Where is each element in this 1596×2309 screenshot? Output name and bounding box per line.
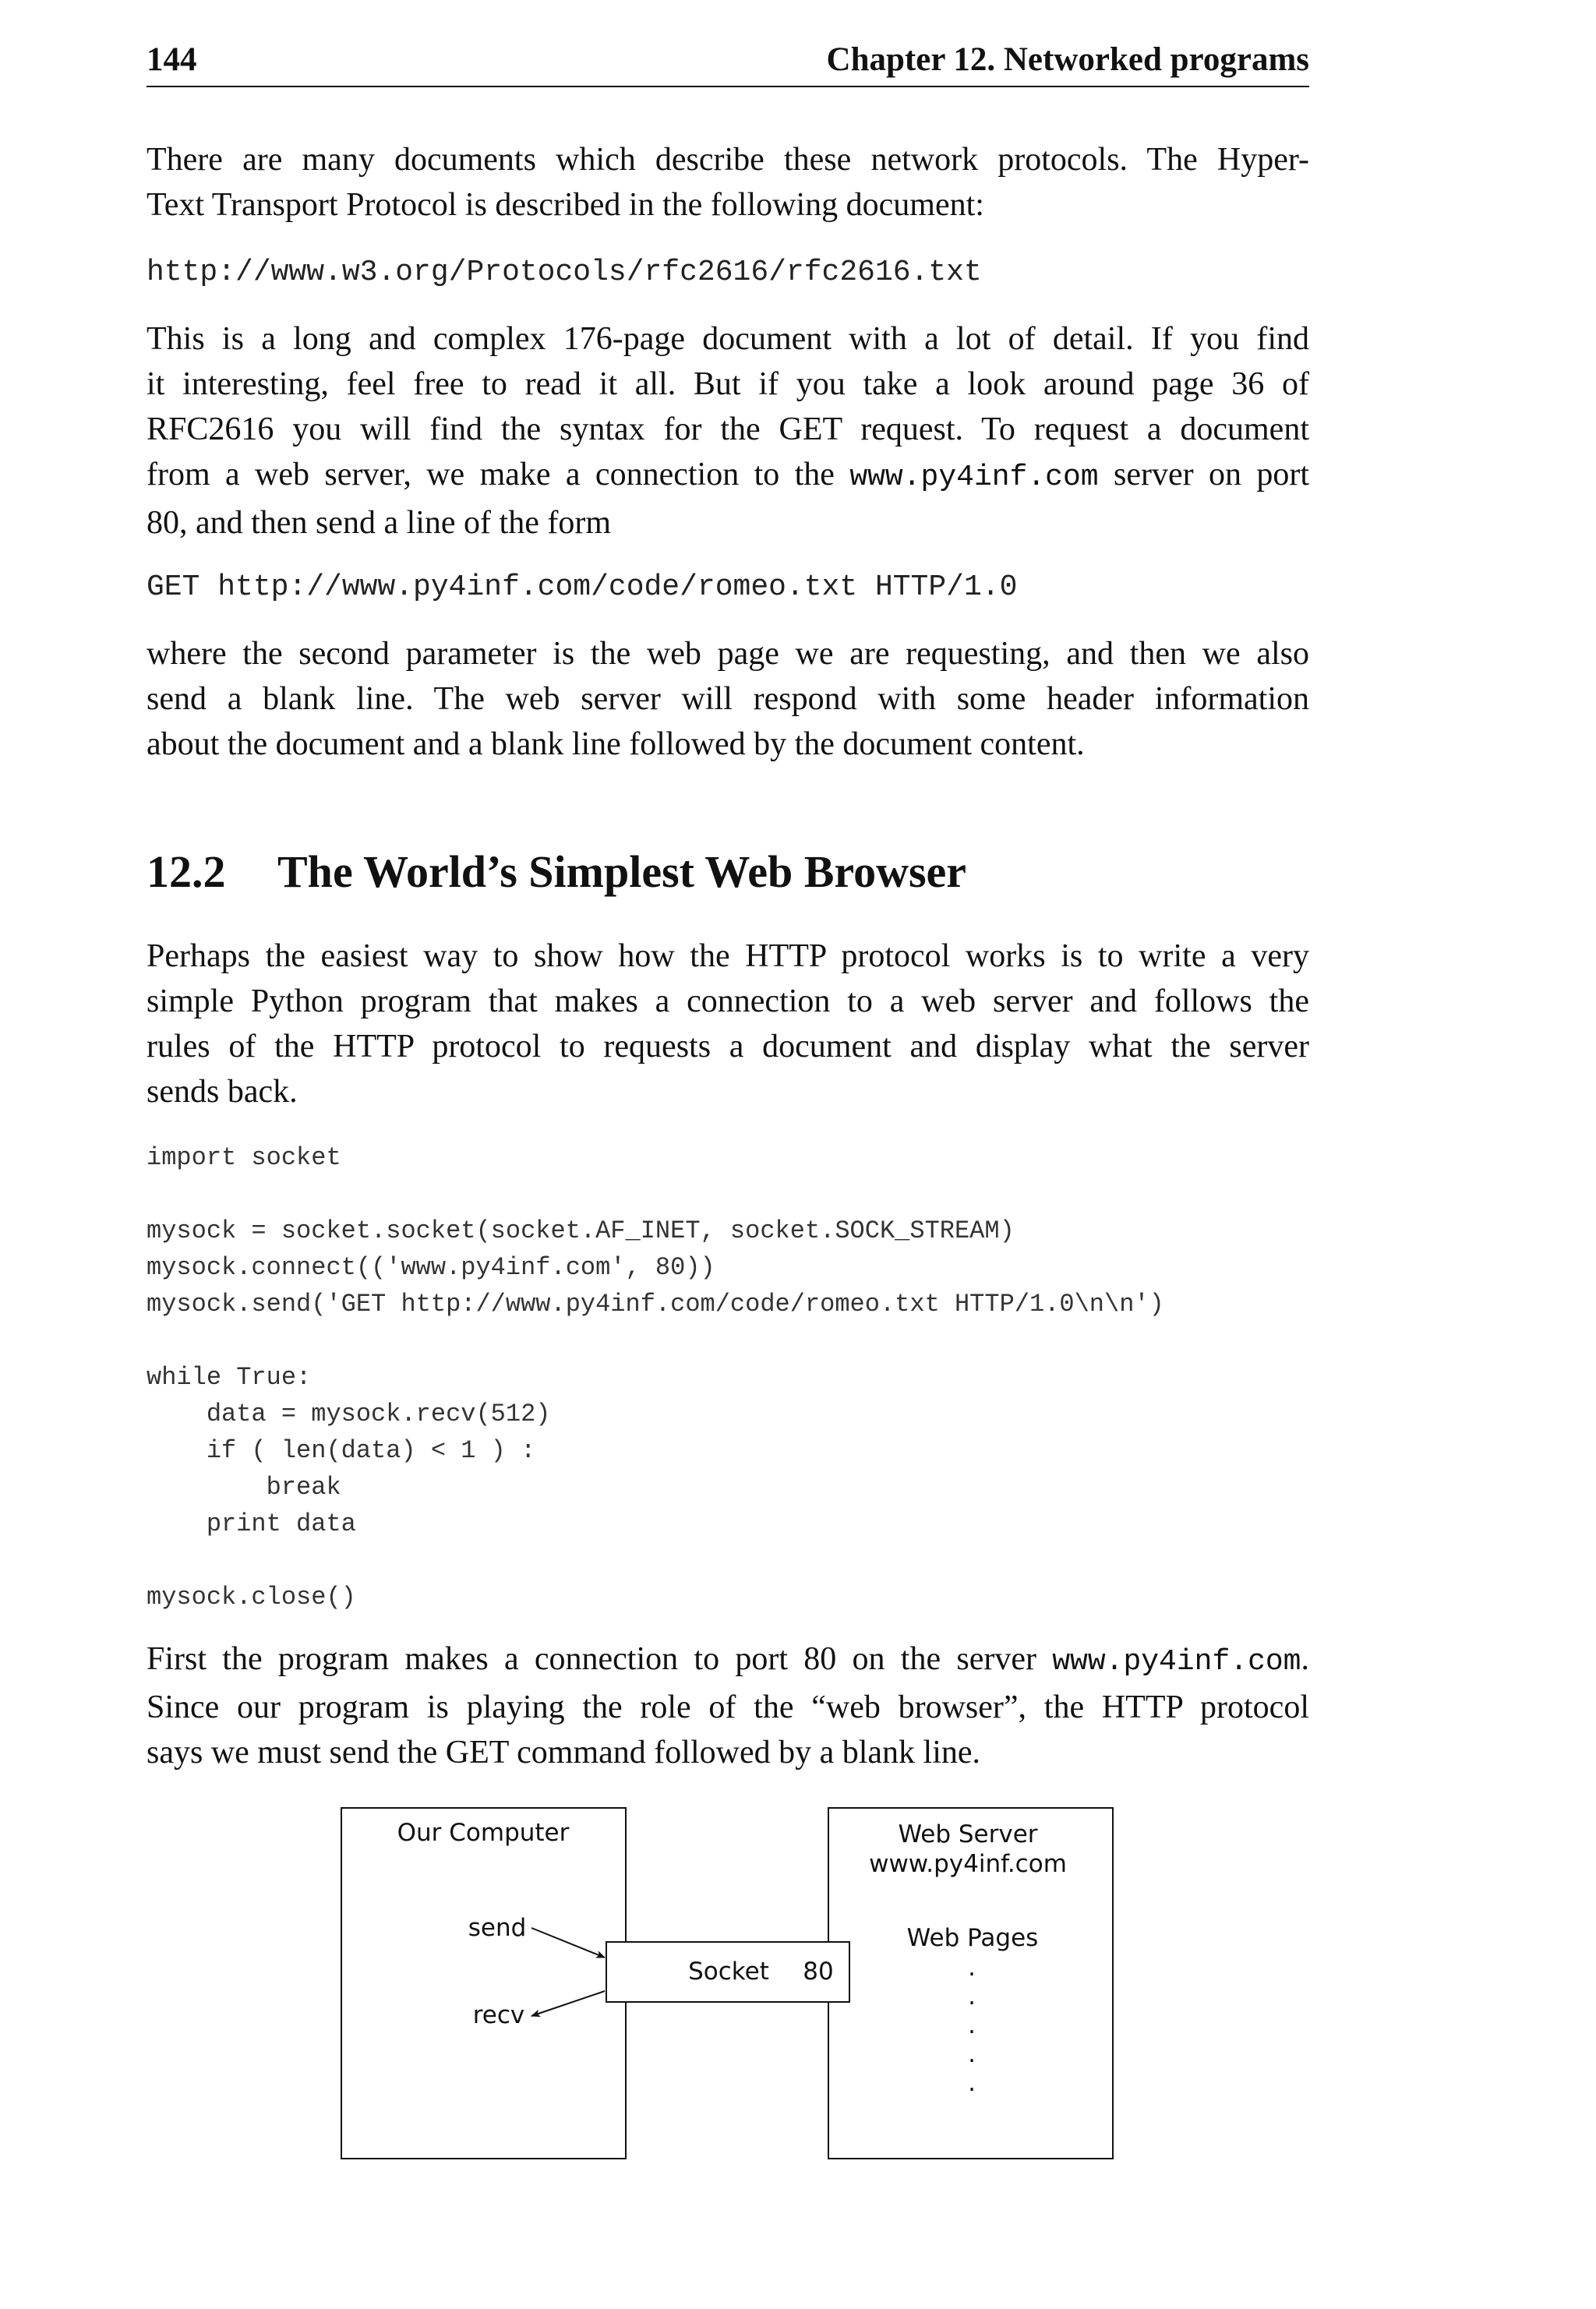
recv-arrow <box>531 1991 605 2016</box>
text-line: There are many documents which describe these network protocols. The Hyper- <box>147 142 1309 178</box>
rfc-url: http://www.w3.org/Protocols/rfc2616/rfc2616.txt <box>147 256 982 289</box>
port-label: 80 <box>803 1958 834 1986</box>
text-line: Text Transport Protocol is described in the following document: <box>147 187 984 223</box>
ellipsis-dot: . <box>968 2069 976 2097</box>
text-line: Since our program is playing the role of the “web browser”, the HTTP protocol <box>147 1689 1309 1725</box>
section-title: The World’s Simplest Web Browser <box>277 846 967 897</box>
ellipsis-dot: . <box>968 2040 976 2068</box>
text-line: send a blank line. The web server will respond with some header information <box>147 681 1309 717</box>
send-arrow <box>531 1928 605 1958</box>
text-line: RFC2616 you will find the syntax for the GET request. To request a document <box>147 411 1309 447</box>
code-line: mysock = socket.socket(socket.AF_INET, socket.SOCK_STREAM) <box>147 1216 1015 1245</box>
code-line: break <box>147 1473 341 1502</box>
text-line: where the second parameter is the web page we are requesting, and then we also <box>147 636 1309 672</box>
code-line: mysock.send('GET http://www.py4inf.com/code/romeo.txt HTTP/1.0\n\n') <box>147 1290 1164 1319</box>
code-line: data = mysock.recv(512) <box>147 1400 551 1428</box>
get-request-line: GET http://www.py4inf.com/code/romeo.txt HTTP/1.0 <box>147 570 1018 604</box>
text-line: sends back. <box>147 1074 298 1110</box>
text-line: 80, and then send a line of the form <box>147 505 611 541</box>
send-label: send <box>468 1914 527 1942</box>
web-server-label: Web Server <box>898 1820 1038 1848</box>
text-line: rules of the HTTP protocol to requests a document and display what the server <box>147 1029 1309 1064</box>
ellipsis-dot: . <box>968 2011 976 2039</box>
socket-label: Socket <box>688 1958 769 1986</box>
text-line: says we must send the GET command followed by a blank line. <box>147 1735 981 1771</box>
text-line: simple Python program that makes a connection to a web server and follows the <box>147 983 1309 1019</box>
text-line: Perhaps the easiest way to show how the HTTP protocol works is to write a very <box>147 938 1309 974</box>
inline-code: www.py4inf.com <box>849 461 1099 494</box>
text-line: about the document and a blank line followed by the document content. <box>147 726 1085 762</box>
text-fragment: server on port <box>1098 457 1309 493</box>
ellipsis-dot: . <box>968 1954 976 1982</box>
text-fragment: . <box>1301 1641 1309 1677</box>
ellipsis-dot: . <box>968 1982 976 2011</box>
our-computer-box <box>341 1808 626 2159</box>
page-number: 144 <box>147 41 197 78</box>
code-line: print data <box>147 1509 356 1538</box>
text-line: This is a long and complex 176-page document with a lot of detail. If you find <box>147 321 1309 357</box>
chapter-title: Chapter 12. Networked programs <box>826 41 1309 78</box>
text-line: it interesting, feel free to read it all. But if you take a look around page 36 of <box>147 366 1309 402</box>
code-line: if ( len(data) < 1 ) : <box>147 1436 536 1465</box>
section-number: 12.2 <box>147 846 226 897</box>
code-line: while True: <box>147 1363 312 1392</box>
text-fragment: First the program makes a connection to port 80 on the server <box>147 1641 1053 1677</box>
web-server-host-label: www.py4inf.com <box>869 1850 1067 1878</box>
text-fragment: from a web server, we make a connection to the <box>147 457 850 493</box>
code-line: import socket <box>147 1143 341 1172</box>
our-computer-label: Our Computer <box>397 1819 570 1847</box>
inline-code: www.py4inf.com <box>1052 1645 1301 1679</box>
code-line: mysock.close() <box>147 1583 356 1612</box>
recv-label: recv <box>472 2001 525 2029</box>
code-line: mysock.connect(('www.py4inf.com', 80)) <box>147 1253 715 1282</box>
web-pages-label: Web Pages <box>906 1924 1039 1952</box>
